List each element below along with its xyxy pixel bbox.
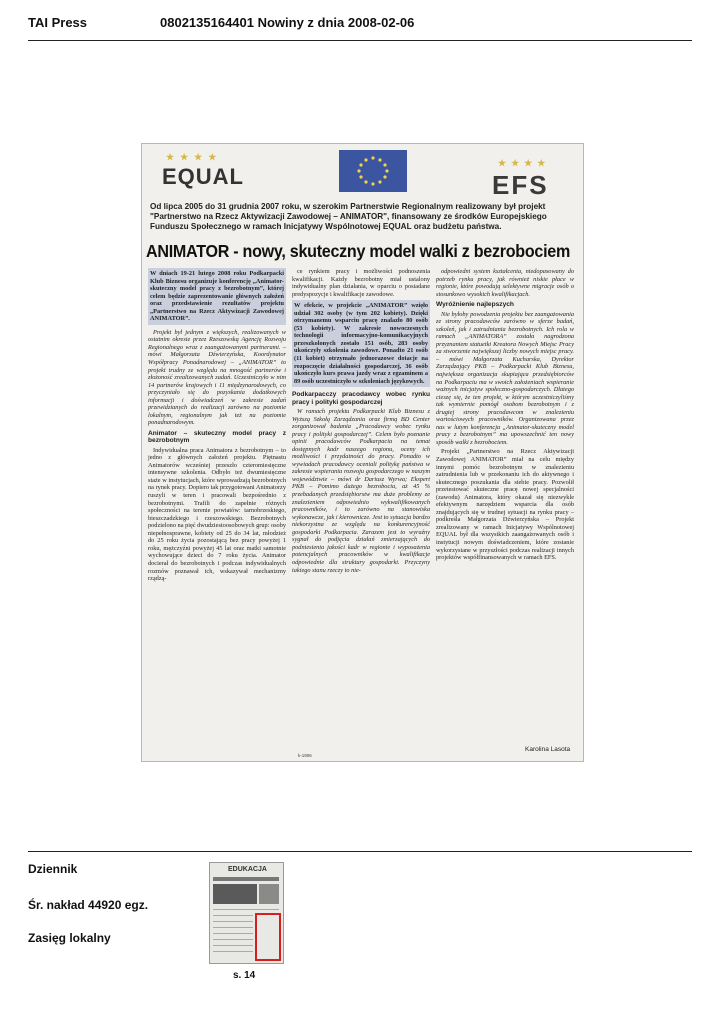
section-heading: Wyróżnienie najlepszych: [436, 301, 514, 309]
publication-type: Dziennik: [28, 862, 78, 876]
page-thumbnail: [209, 862, 284, 964]
author-signature: Karolina Lasota: [525, 746, 571, 753]
article-column-2: [292, 268, 430, 576]
article-paragraph: W ramach projektu Podkarpacki Klub Biznesu z Wyższą Szkołą Zarządzania oraz firmą BD Center zorganizował badania „Pracodawcy wobec rynku pracy i polityki gospodarczej”. Celem było poznanie opinii pracodawców Podkarpacia na temat dostępnych kadr naszego regionu, oceny ich możliwości i przydatności do pracy. Ponadto w wywiadach pracodawcy oceniali politykę państwa w zakresie wspierania rozwoju gospodarczego w naszym województwie – mówi dr Dariusz Wyrwa; Ekspert PKB – Pomimo dużego bezrobocia, aż 45 % przebadanych przedsiębiorstw ma duże problemy ze znalezieniem odpowiednio wykwalifikowanych pracowników, i to zarówno na stanowiska wykonawcze, jak i kierownicze. Jest to sytuacja bardzo niekorzystna ze względu na konkurencyjność gospodarki Podkarpacia. Zarazem jest to wyraźny sygnał do podjęcia działań zmierzających do podniesienia jakości kadr w regionie i wyposażenia potencjalnych pracowników w kwalifikacje odpowiednie dla struktury gospodarki. Przyczyny takiego stanu rzeczy to nie-: [292, 408, 430, 574]
page-number: s. 14: [233, 970, 256, 981]
record-title: 0802135164401 Nowiny z dnia 2008-02-06: [160, 15, 415, 30]
top-divider: [28, 40, 692, 41]
thumbnail-line: [213, 939, 253, 940]
thumbnail-title: EDUKACJA: [228, 866, 267, 873]
efs-logo: ★★★★ EFS: [492, 158, 551, 200]
article-column-1: [148, 268, 286, 585]
highlight-box: W efekcie, w projekcie „ANIMATOR” wzięło udział 302 osoby (w tym 202 kobiety). Dzięki otrzymanemu wsparciu pracę znalazło 80 osób (53 kobiety). W zakresie nowoczesnych technologii informacyjno-komunikacyjnych przeszkolonych zostało 151 osób, 283 osoby ukończyły szkolenia zawodowe. Ponadto 21 osób (11 kobiet) otrzymało jednorazowe dotacje na rozpoczęcie działalności gospodarczej, 36 osób ukończyło kurs prawa jazdy wraz z egzaminem a 89 osób uczestniczyło w szkoleniach językowych.: [292, 300, 430, 387]
article-paragraph: Projekt „Partnerstwo na Rzecz Aktywizacji Zawodowej ANIMATOR” miał na celu między innymi pomóc bezrobotnym w znalezieniu zatrudnienia lub w przekonaniu ich do aktywnego i skutecznego poszukania dla siebie pracy. Pozwolił przetestować skuteczne pracę nowej specjalności (zawodu) Animatora, który okazał się niezwykle efektywnym narzędziem wsparcia dla osób znajdujących się w trudnej sytuacji na rynku pracy – podkreśla Małgorzata Dźwierzyńska – Projekt zrealizowany w ramach Inicjatywy Wspólnotowej EQUAL był dla wszystkich zaangażowanych osób i instytucji nowym doświadczeniem, które zostanie wykorzystane w przyszłości podczas realizacji innych projektów współfinansowanych w ramach EFS.: [436, 448, 574, 562]
star-icon: ★★★★: [498, 158, 551, 168]
reach: Zasięg lokalny: [28, 931, 111, 945]
article-paragraph: ce rynkiem pracy i możliwości podnoszenia kwalifikacji. Każdy bezrobotny miał ustalony indywidualny plan działania, w oparciu o posiadane predyspozycje i kwalifikacje zawodowe.: [292, 268, 430, 298]
thumbnail-line: [213, 927, 253, 928]
equal-logo: ★★★★ EQUAL: [162, 152, 244, 189]
thumbnail-photo: [213, 884, 257, 904]
newspaper-clipping: [141, 143, 584, 762]
bottom-divider: [28, 851, 692, 852]
thumbnail-photo: [259, 884, 279, 904]
source-name: TAI Press: [28, 15, 88, 30]
eu-flag-icon: [339, 150, 407, 192]
headline: ANIMATOR - nowy, skuteczny model walki z bezrobociem: [146, 241, 571, 261]
article-column-3: [436, 268, 574, 564]
thumbnail-line: [213, 951, 253, 952]
highlight-box: W dniach 19-21 lutego 2008 roku Podkarpacki Klub Biznesu organizuje konferencję „Animator-skuteczny model pracy z bezrobotnym”, której celem będzie zaprezentowanie głównych założeń oraz przedstawienie rezultatów projektu „Partnerstwo na Rzecz Aktywizacji Zawodowej ANIMATOR”.: [148, 268, 286, 325]
article-paragraph: Nie byłoby powodzenia projektu bez zaangażowania ze strony pracodawców zarówno w sferze badań, szkoleń, jak i zatrudniania bezrobotnych. Ich rola w ramach „ANIMATORA” została nagrodzona przyznaniem statuetki Kreatora Nowych Miejsc Pracy za stworzenie największej liczby nowych miejsc pracy. – mówi Małgorzata Kucharska, Dyrektor Zarządzający PKB – Podkarpacki Klub Biznesu, największa organizacja skupiająca przedsiębiorców na Podkarpaciu ma w swoich założeniach wspieranie ważnych inicjatyw społeczno-gospodarczych. Dlatego cieszę się, że ten projekt, w którym uczestniczyliśmy tak wymiernie pomógł osobom bezrobotnym i z drugiej strony pracodawcom w znalezieniu wartościowych pracowników. Organizowana przez nas w lutym konferencja „Animator-skuteczny model pracy z bezrobotnym” ma upowszechnić ten nowy sposób walki z bezrobociem.: [436, 310, 574, 446]
thumbnail-line: [213, 933, 253, 934]
article-location-marker: [255, 913, 281, 961]
circulation: Śr. nakład 44920 egz.: [28, 898, 149, 912]
star-icon: ★★★★: [166, 152, 223, 162]
thumbnail-line: [213, 945, 253, 946]
article-paragraph: Indywidualna praca Animatora z bezrobotnym – to jedno z głównych założeń projektu. Piętnastu Animatorów wcześniej przeszło czteromiesięczne intensywne szkolenia. Odbyło też dwumiesięczne staże w instytucjach, które wprowadzają bezrobotnych na rynek pracy. Dopiero tak przygotowani Animatorzy ruszyli w teren i pracowali bezpośrednio z bezrobotnymi. Trafili do zapełnie różnych społeczności na terenie powiatów: tarnobrzeskiego, bieszczadzkiego i rzeszowskiego. Bezrobotnych podzielono na pięć dwudziestoosobowych grup: osoby niepełnosprawne, kobiety od 25 do 34 lat, młodzież do 25 roku życia pozostającą bez pracy powyżej 1 roku, mężczyźni powyżej 45 lat oraz matki samotnie wychowujące dzieci do 7 roku życia. Animator docierał do bezrobotnych i podczas indywidualnych rozmów poznawał ich, wskazywał mechanizmy rządzą-: [148, 446, 286, 583]
thumbnail-line: [213, 909, 279, 910]
thumbnail-line: [213, 915, 253, 916]
thumbnail-bar: [213, 877, 279, 881]
article-paragraph: odpowiedni system kształcenia, niedopasowany do potrzeb rynku pracy, jak również niskie płace w regionie, które powodują selektywne migracje osób o stosunkowo wysokich kwalifikacjach.: [436, 268, 574, 298]
section-heading: Animator – skuteczny model pracy z bezrobotnym: [148, 429, 286, 445]
section-heading: Podkarpacczy pracodawcy wobec rynku pracy i polityki gospodarczej: [292, 391, 430, 406]
thumbnail-line: [213, 921, 253, 922]
article-code: k-1906: [298, 753, 312, 758]
article-paragraph: Projekt był jednym z większych, realizowanych w ostatnim okresie przez Rzeszowską Agencję Rozwoju Regionalnego wraz z zaangażowanymi partnerami. – mówi Małgorzata Dźwierzyńska, Koordynator Współpracy Ponadnarodowej – „ANIMATOR” to projekt trudny ze względu na mnogość partnerów i złożoność zrealizowanych zadań. Uczestniczyło w nim 14 partnerów krajowych i 11 międzynarodowych, co przyczyniało się do pozyskania dodatkowych informacji i doświadczeń w zakresie zadań przewidzianych do realizacji zarówno na poziomie lokalnym, regionalnym jak też na poziomie ponadnarodowym.: [148, 328, 286, 427]
lead-paragraph: Od lipca 2005 do 31 grudnia 2007 roku, w szerokim Partnerstwie Regionalnym realizowany był projekt "Partnerstwo na Rzecz Aktywizacji Zawodowej – ANIMATOR", finansowany ze środków Europejskiego Funduszu Społecznego w ramach Inicjatywy Wspólnotowej EQUAL oraz budżetu państwa.: [150, 202, 547, 231]
